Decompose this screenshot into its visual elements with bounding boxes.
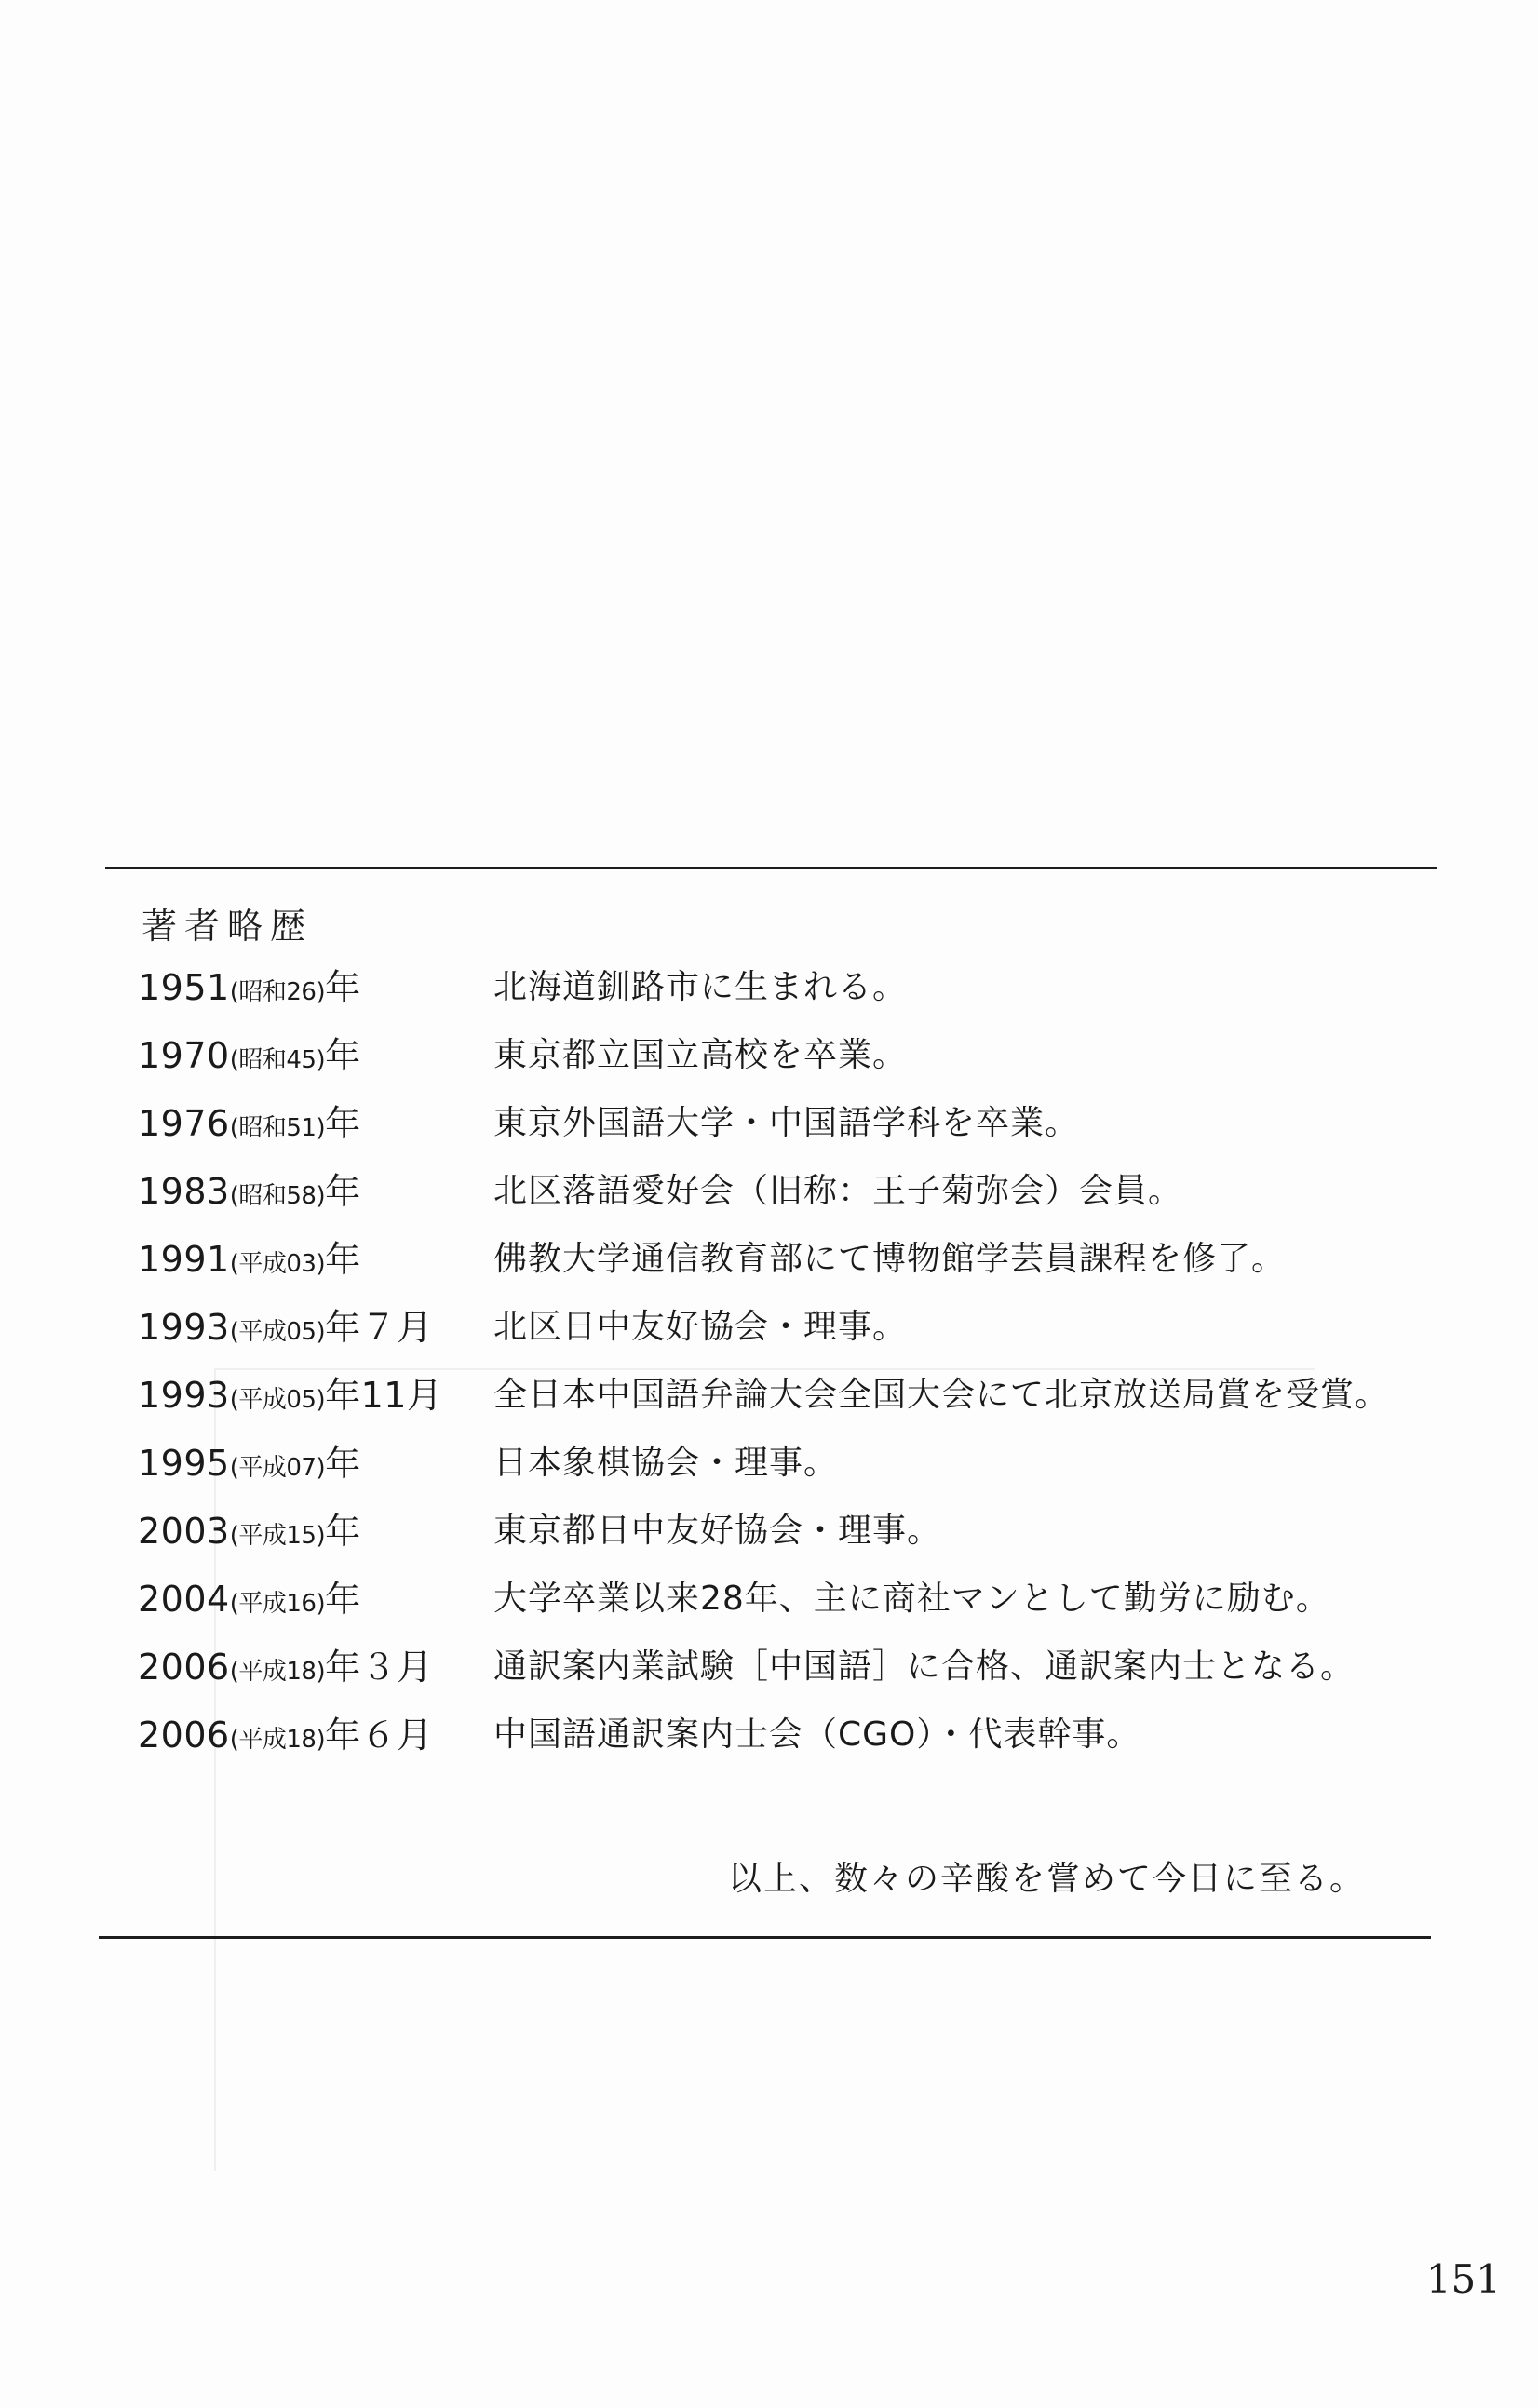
- entry-date: 1976(昭和51)年: [138, 1103, 361, 1144]
- bottom-rule: [99, 1936, 1431, 1939]
- timeline-entry: [138, 1027, 1441, 1084]
- section-heading: 著者略歴: [142, 906, 314, 947]
- entry-description: 中国語通訳案内士会（CGO）・代表幹事。: [493, 1715, 1141, 1754]
- entry-description: 佛教大学通信教育部にて博物館学芸員課程を修了。: [493, 1240, 1287, 1278]
- entry-description: 東京都日中友好協会・理事。: [493, 1512, 942, 1550]
- entry-description: 東京都立国立高校を卒業。: [493, 1036, 908, 1074]
- timeline-entry: [138, 1502, 1441, 1560]
- entry-date: 1993(平成05)年７月: [138, 1307, 433, 1348]
- entry-date: 1951(昭和26)年: [138, 967, 361, 1008]
- entry-description: 北区落語愛好会（旧称：王子菊弥会）会員。: [493, 1172, 1183, 1210]
- timeline-entry: [138, 1706, 1441, 1764]
- entry-description: 通訳案内業試験［中国語］に合格、通訳案内士となる。: [493, 1648, 1356, 1686]
- timeline-entry: [138, 959, 1441, 1016]
- entry-date: 1970(昭和45)年: [138, 1035, 361, 1076]
- entry-description: 大学卒業以来28年、主に商社マンとして勤労に励む。: [493, 1580, 1330, 1618]
- entry-date: 2006(平成18)年３月: [138, 1647, 433, 1688]
- entry-date: 1983(昭和58)年: [138, 1171, 361, 1212]
- timeline-entry: [138, 1231, 1441, 1288]
- timeline-entry: [138, 1638, 1441, 1696]
- page-number: 151: [1425, 2256, 1501, 2302]
- entry-date: 2006(平成18)年６月: [138, 1715, 433, 1756]
- entry-date: 1995(平成07)年: [138, 1443, 361, 1484]
- entry-description: 日本象棋協会・理事。: [493, 1444, 839, 1482]
- entry-description: 東京外国語大学・中国語学科を卒業。: [493, 1104, 1080, 1142]
- closing-remark: 以上、数々の辛酸を嘗めて今日に至る。: [727, 1860, 1365, 1898]
- timeline-entry: [138, 1163, 1441, 1220]
- entry-date: 2004(平成16)年: [138, 1579, 361, 1620]
- timeline-entry: [138, 1434, 1441, 1492]
- timeline-entry: [138, 1366, 1441, 1424]
- entry-date: 2003(平成15)年: [138, 1511, 361, 1552]
- timeline-entry: [138, 1570, 1441, 1628]
- entry-description: 全日本中国語弁論大会全国大会にて北京放送局賞を受賞。: [493, 1376, 1390, 1414]
- top-rule: [105, 867, 1437, 869]
- entry-description: 北区日中友好協会・理事。: [493, 1308, 908, 1346]
- timeline-entry: [138, 1298, 1441, 1356]
- entry-date: 1991(平成03)年: [138, 1239, 361, 1280]
- entry-date: 1993(平成05)年11月: [138, 1375, 443, 1416]
- timeline-entry: [138, 1095, 1441, 1152]
- entry-description: 北海道釧路市に生まれる。: [493, 968, 908, 1006]
